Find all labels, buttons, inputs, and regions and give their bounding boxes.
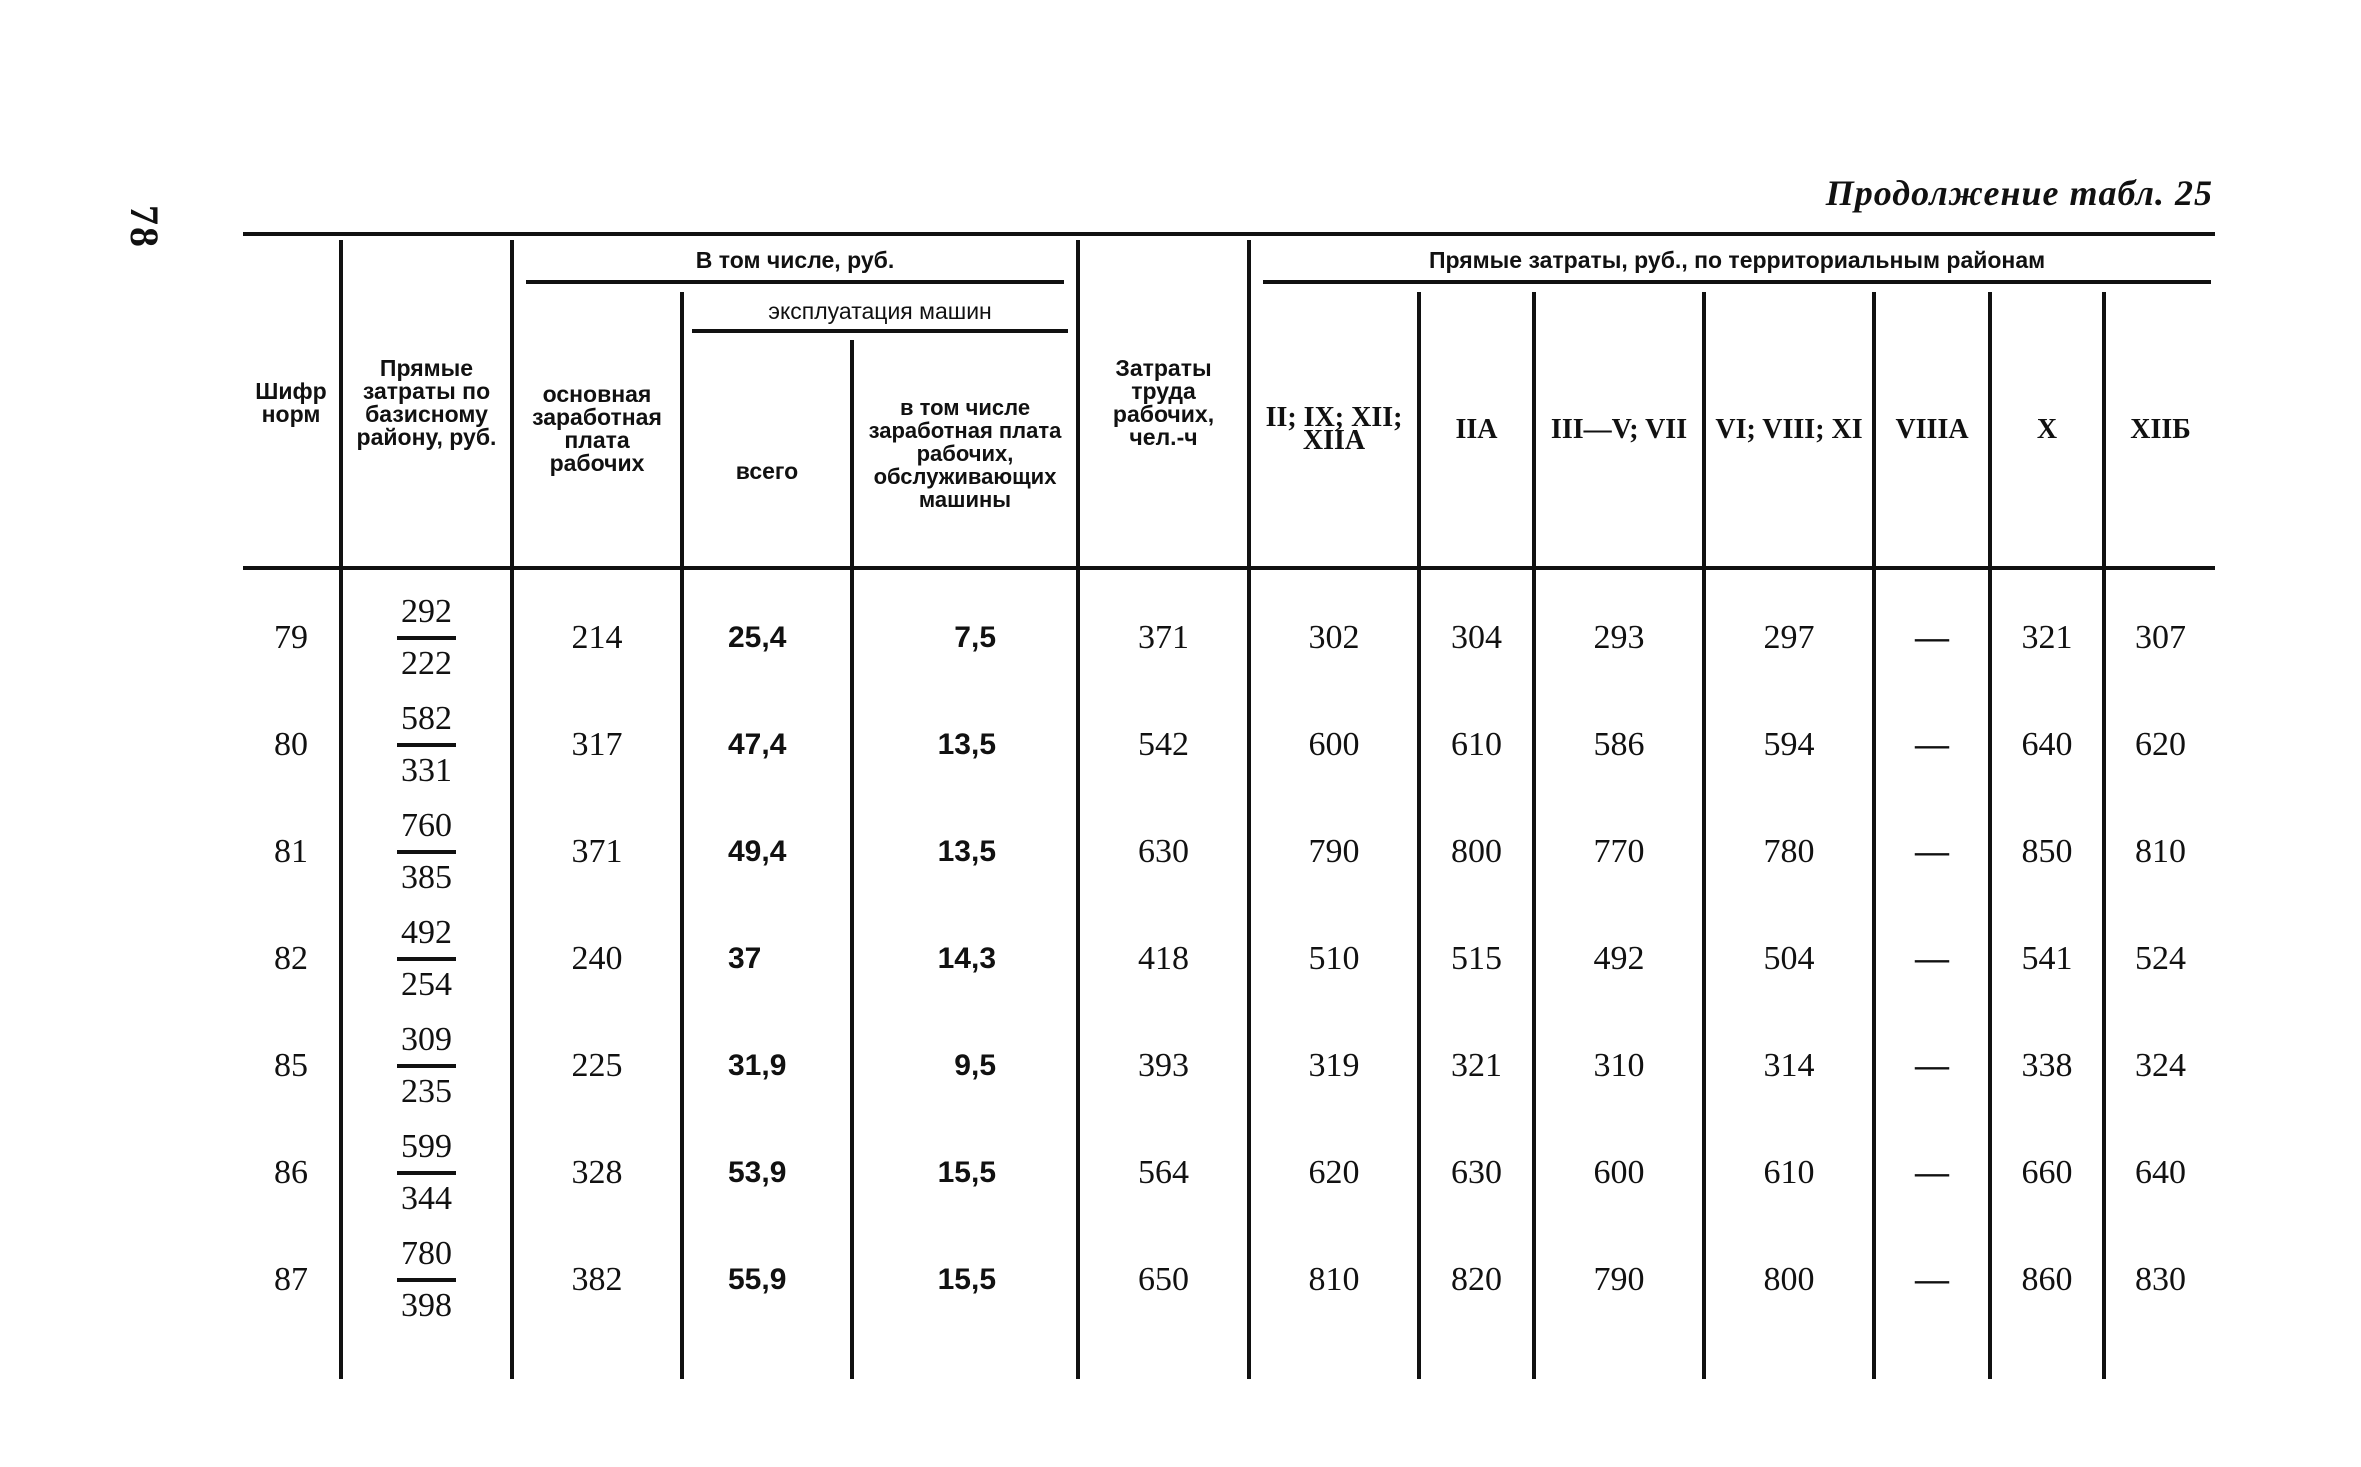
cell-region: 790 xyxy=(1249,798,1419,905)
fraction: $\frac{292}{222}$ xyxy=(397,588,456,688)
fraction: $\frac{780}{398}$ xyxy=(397,1230,456,1330)
cell-direct-base xyxy=(341,568,512,691)
header-region-6: X xyxy=(1990,292,2104,568)
cell-labor: 564 xyxy=(1078,1119,1249,1226)
table-row xyxy=(243,568,2215,691)
cell-labor: 650 xyxy=(1078,1226,1249,1333)
cell-direct-base xyxy=(341,798,512,905)
cell-labor: 418 xyxy=(1078,905,1249,1012)
cell-wage-machine: 15,5 xyxy=(852,1226,1078,1333)
table-header xyxy=(243,240,2215,568)
cell-total: 55,9 xyxy=(682,1226,852,1333)
header-labor: Затраты труда рабочих, чел.-ч xyxy=(1078,240,1249,568)
cell-region: 594 xyxy=(1704,691,1874,798)
cell-total: 37 xyxy=(682,905,852,1012)
fraction: $\frac{582}{331}$ xyxy=(397,695,456,795)
header-machine-operation: эксплуатация машин xyxy=(682,292,1078,340)
fraction: $\frac{309}{235}$ xyxy=(397,1016,456,1116)
cell-code: 81 xyxy=(274,832,308,870)
cell-region: 770 xyxy=(1534,798,1704,905)
cell-region: 492 xyxy=(1534,905,1704,1012)
cell-wage-machine: 14,3 xyxy=(852,905,1078,1012)
cell-region: 600 xyxy=(1249,691,1419,798)
cell-region: 620 xyxy=(2104,691,2215,798)
cell-region: — xyxy=(1874,1226,1990,1333)
cell-region: 780 xyxy=(1704,798,1874,905)
cell-direct-base xyxy=(341,1012,512,1119)
cell-region: 310 xyxy=(1534,1012,1704,1119)
cell-code: 85 xyxy=(274,1046,308,1084)
cell-region: 800 xyxy=(1704,1226,1874,1333)
cell-region: 820 xyxy=(1419,1226,1534,1333)
cell-total: 47,4 xyxy=(682,691,852,798)
cell-labor: 542 xyxy=(1078,691,1249,798)
cell-direct-base xyxy=(341,905,512,1012)
header-including: В том числе, руб. xyxy=(512,240,1078,292)
cell-region: 800 xyxy=(1419,798,1534,905)
cell-total: 31,9 xyxy=(682,1012,852,1119)
cell-direct-base xyxy=(341,1119,512,1226)
cell-region: 321 xyxy=(1990,568,2104,691)
cell-region: 860 xyxy=(1990,1226,2104,1333)
cell-region: 610 xyxy=(1419,691,1534,798)
cell-region: 304 xyxy=(1419,568,1534,691)
header-region-3: III—V; VII xyxy=(1534,292,1704,568)
cell-region: 630 xyxy=(1419,1119,1534,1226)
cell-region: — xyxy=(1874,905,1990,1012)
cell-region: 324 xyxy=(2104,1012,2215,1119)
cell-region: 790 xyxy=(1534,1226,1704,1333)
cell-region: 302 xyxy=(1249,568,1419,691)
cell-region: 321 xyxy=(1419,1012,1534,1119)
header-region-4: VI; VIII; XI xyxy=(1704,292,1874,568)
cell-region: 504 xyxy=(1704,905,1874,1012)
cell-region: 319 xyxy=(1249,1012,1419,1119)
cell-direct-base xyxy=(341,691,512,798)
cell-region: 620 xyxy=(1249,1119,1419,1226)
table-caption: Продолжение табл. 25 xyxy=(1825,173,2213,213)
cell-region: — xyxy=(1874,691,1990,798)
fraction: $\frac{760}{385}$ xyxy=(397,802,456,902)
header-direct-base: Прямые затраты по базисному району, руб. xyxy=(341,240,512,568)
cell-region: 510 xyxy=(1249,905,1419,1012)
cell-total: 25,4 xyxy=(682,568,852,691)
table-tail xyxy=(243,1333,2215,1379)
cell-region: 810 xyxy=(1249,1226,1419,1333)
cell-code: 86 xyxy=(274,1153,308,1191)
table-row xyxy=(243,1226,2215,1333)
header-direct-regions: Прямые затраты, руб., по территориальным районам xyxy=(1249,240,2215,292)
cell-region: — xyxy=(1874,798,1990,905)
table-row xyxy=(243,691,2215,798)
table-row xyxy=(243,1119,2215,1226)
cell-labor: 371 xyxy=(1078,568,1249,691)
cell-region: 515 xyxy=(1419,905,1534,1012)
cell-region: 307 xyxy=(2104,568,2215,691)
data-table xyxy=(243,240,2215,1379)
cell-region: 338 xyxy=(1990,1012,2104,1119)
cell-region: 640 xyxy=(1990,691,2104,798)
table-row xyxy=(243,798,2215,905)
fraction: $\frac{492}{254}$ xyxy=(397,909,456,1009)
cell-main-wage: 328 xyxy=(512,1119,682,1226)
cell-wage-machine: 13,5 xyxy=(852,691,1078,798)
cell-region: 541 xyxy=(1990,905,2104,1012)
cell-code: 87 xyxy=(274,1260,308,1298)
header-main-wage: основная заработная плата рабочих xyxy=(512,292,682,568)
page-number: 78 xyxy=(122,205,167,249)
cell-labor: 630 xyxy=(1078,798,1249,905)
cell-region: 524 xyxy=(2104,905,2215,1012)
cell-wage-machine: 13,5 xyxy=(852,798,1078,905)
cell-region: 610 xyxy=(1704,1119,1874,1226)
cell-main-wage: 382 xyxy=(512,1226,682,1333)
cell-main-wage: 214 xyxy=(512,568,682,691)
cell-region: 850 xyxy=(1990,798,2104,905)
cell-region: 600 xyxy=(1534,1119,1704,1226)
cell-main-wage: 371 xyxy=(512,798,682,905)
cell-region: 830 xyxy=(2104,1226,2215,1333)
cell-region: 660 xyxy=(1990,1119,2104,1226)
cell-region: 640 xyxy=(2104,1119,2215,1226)
cell-region: 810 xyxy=(2104,798,2215,905)
header-total: всего xyxy=(682,340,852,568)
cell-region: 297 xyxy=(1704,568,1874,691)
cell-main-wage: 317 xyxy=(512,691,682,798)
cell-region: — xyxy=(1874,1119,1990,1226)
cell-direct-base xyxy=(341,1226,512,1333)
header-region-5: VIIIА xyxy=(1874,292,1990,568)
cell-code: 82 xyxy=(274,939,308,977)
header-code: Шифр норм xyxy=(243,240,341,568)
top-rule xyxy=(243,232,2215,236)
table-body xyxy=(243,568,2215,1379)
cell-wage-machine: 15,5 xyxy=(852,1119,1078,1226)
cell-total: 49,4 xyxy=(682,798,852,905)
cell-wage-machine: 7,5 xyxy=(852,568,1078,691)
header-incl-wage-machine: в том числе заработная плата рабочих, обслуживающих машины xyxy=(852,340,1078,568)
cell-region: 314 xyxy=(1704,1012,1874,1119)
cell-region: 586 xyxy=(1534,691,1704,798)
header-region-1: II; IX; XII; XIIА xyxy=(1249,292,1419,568)
cell-region: — xyxy=(1874,1012,1990,1119)
cell-region: 293 xyxy=(1534,568,1704,691)
cell-labor: 393 xyxy=(1078,1012,1249,1119)
table-row xyxy=(243,1012,2215,1119)
cell-total: 53,9 xyxy=(682,1119,852,1226)
cell-wage-machine: 9,5 xyxy=(852,1012,1078,1119)
cell-code: 79 xyxy=(274,618,308,656)
header-region-2: IIА xyxy=(1419,292,1534,568)
cell-region: — xyxy=(1874,568,1990,691)
fraction: $\frac{599}{344}$ xyxy=(397,1123,456,1223)
header-region-7: XIIБ xyxy=(2104,292,2215,568)
cell-main-wage: 225 xyxy=(512,1012,682,1119)
table-row xyxy=(243,905,2215,1012)
cell-code: 80 xyxy=(274,725,308,763)
cell-main-wage: 240 xyxy=(512,905,682,1012)
